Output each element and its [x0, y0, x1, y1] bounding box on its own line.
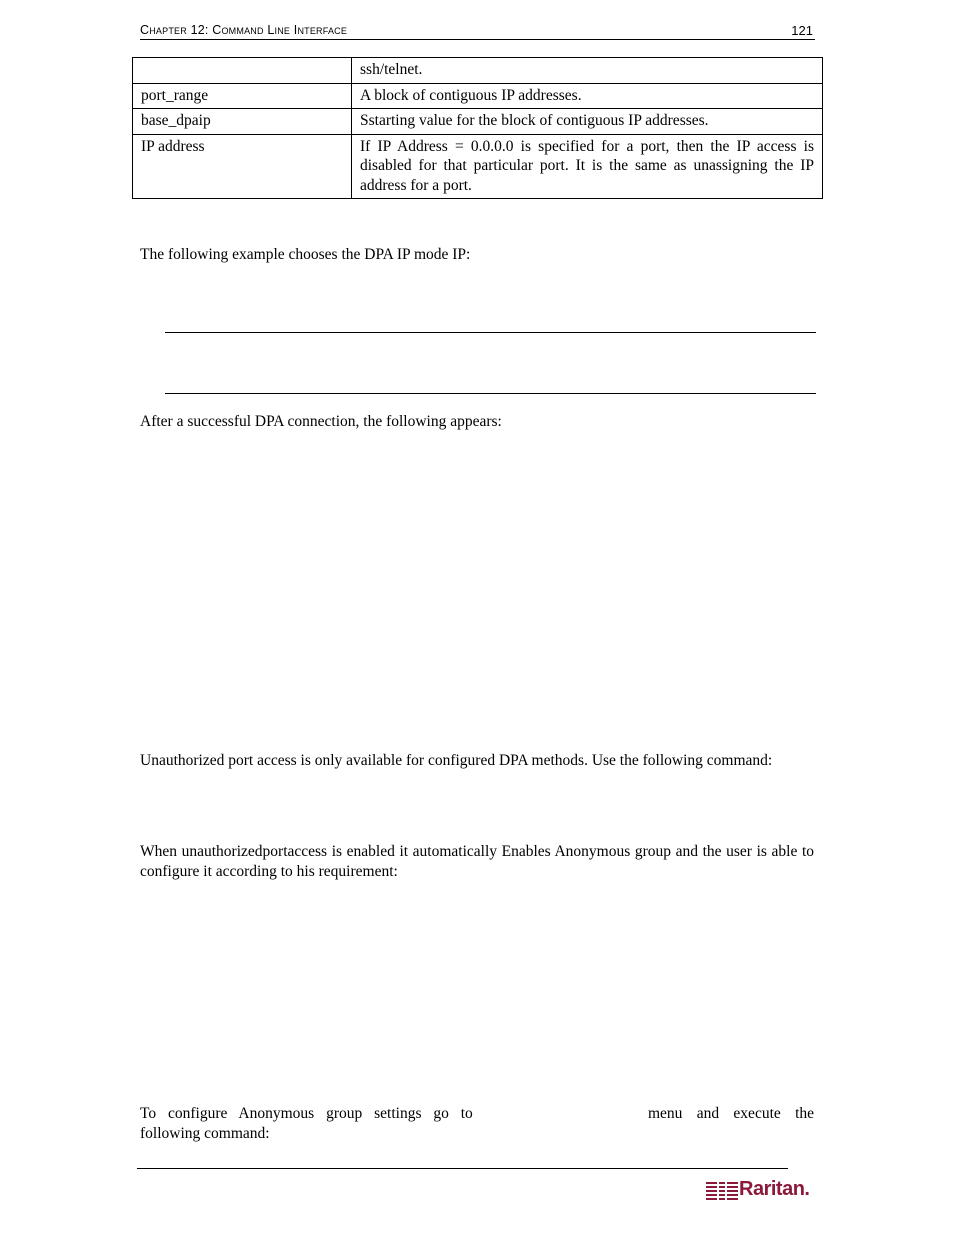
anonymous-group-paragraph: When unauthorizedportaccess is enabled it automatically Enables Anonymous group and the user is able to configure it according to his requirement:	[140, 843, 814, 880]
raritan-logo	[706, 1178, 814, 1204]
param-name-cell: port_range	[133, 83, 352, 109]
param-name-cell: base_dpaip	[133, 109, 352, 135]
param-name-cell: IP address	[133, 134, 352, 199]
table-row	[133, 58, 823, 84]
parameter-table	[132, 57, 823, 199]
footer-rule	[137, 1168, 788, 1169]
table-row	[133, 83, 823, 109]
example-box-top-rule	[165, 332, 816, 333]
configure-paragraph-end: menu and execute the	[648, 1105, 814, 1122]
table-row	[133, 109, 823, 135]
param-description-cell: If IP Address = 0.0.0.0 is specified for a port, then the IP access is disabled for that particular port. It is the same as unassigning the IP address for a port.	[352, 134, 823, 199]
unauthorized-access-paragraph: Unauthorized port access is only available for configured DPA methods. Use the following command:	[140, 752, 773, 769]
configure-paragraph-continuation: following command:	[140, 1125, 270, 1142]
param-description-cell: Sstarting value for the block of contiguous IP addresses.	[352, 109, 823, 135]
example-box-bottom-rule	[165, 393, 816, 394]
configure-paragraph-start: To configure Anonymous group settings go to	[140, 1105, 473, 1122]
after-connection-paragraph: After a successful DPA connection, the following appears:	[140, 413, 502, 430]
page-header	[140, 21, 815, 40]
chapter-title: Chapter 12: Command Line Interface	[140, 23, 348, 37]
example-intro-paragraph: The following example chooses the DPA IP mode IP:	[140, 246, 471, 263]
logo-wordmark: Raritan.	[739, 1178, 810, 1200]
table-row	[133, 134, 823, 199]
raritan-logo-mark-icon	[706, 1180, 738, 1200]
page-number: 121	[791, 23, 813, 38]
param-name-cell	[133, 58, 352, 84]
param-description-cell: A block of contiguous IP addresses.	[352, 83, 823, 109]
param-description-cell: ssh/telnet.	[352, 58, 823, 84]
